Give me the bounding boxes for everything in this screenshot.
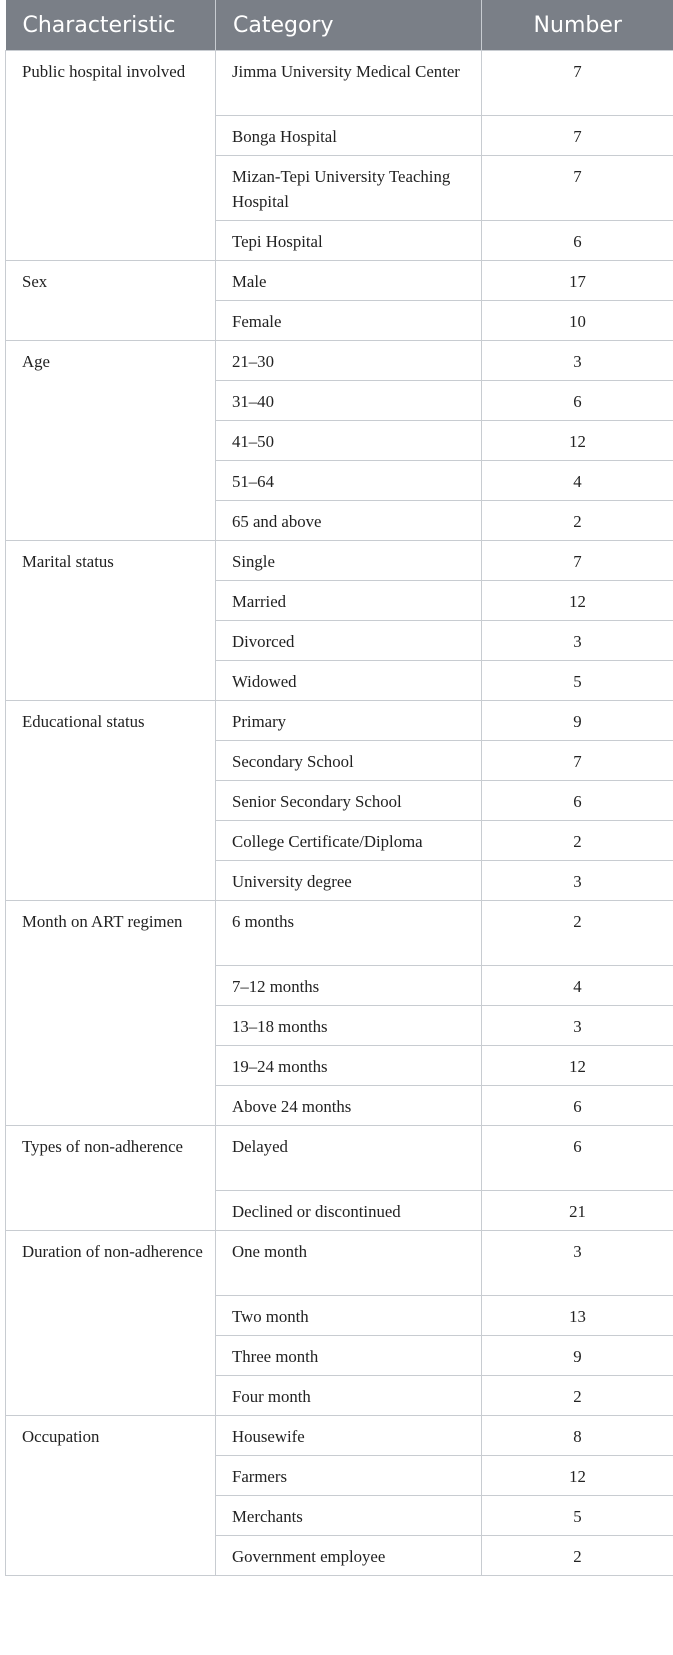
header-number: Number [482,0,673,51]
characteristic-cell: Occupation [6,1416,216,1576]
category-cell: Housewife [216,1416,482,1456]
category-cell: 19–24 months [216,1046,482,1086]
number-cell: 3 [482,621,673,661]
category-cell: Married [216,581,482,621]
number-cell: 6 [482,781,673,821]
number-cell: 2 [482,1536,673,1576]
number-cell: 17 [482,261,673,301]
category-cell: Delayed [216,1126,482,1191]
category-cell: Above 24 months [216,1086,482,1126]
category-cell: Female [216,301,482,341]
category-cell: Secondary School [216,741,482,781]
table-row [6,341,673,381]
category-cell: Bonga Hospital [216,116,482,156]
characteristic-cell: Month on ART regimen [6,901,216,1126]
category-cell: Four month [216,1376,482,1416]
number-cell: 5 [482,661,673,701]
number-cell: 2 [482,821,673,861]
table-row [6,901,673,966]
number-cell: 8 [482,1416,673,1456]
category-cell: 65 and above [216,501,482,541]
characteristic-cell: Public hospital involved [6,51,216,261]
category-cell: 41–50 [216,421,482,461]
category-cell: Divorced [216,621,482,661]
characteristic-cell: Marital status [6,541,216,701]
category-cell: Tepi Hospital [216,221,482,261]
category-cell: 31–40 [216,381,482,421]
characteristic-cell: Types of non-adherence [6,1126,216,1231]
category-cell: Jimma University Medical Center [216,51,482,116]
number-cell: 7 [482,156,673,221]
category-cell: Government employee [216,1536,482,1576]
number-cell: 7 [482,741,673,781]
number-cell: 3 [482,341,673,381]
category-cell: Merchants [216,1496,482,1536]
characteristics-table [5,0,673,1576]
category-cell: Farmers [216,1456,482,1496]
category-cell: 7–12 months [216,966,482,1006]
table-row [6,1126,673,1191]
number-cell: 10 [482,301,673,341]
category-cell: 21–30 [216,341,482,381]
table-body [6,51,673,1576]
category-cell: Senior Secondary School [216,781,482,821]
characteristic-cell: Sex [6,261,216,341]
category-cell: One month [216,1231,482,1296]
number-cell: 2 [482,1376,673,1416]
number-cell: 3 [482,1006,673,1046]
table-row [6,1231,673,1296]
characteristic-cell: Duration of non-adherence [6,1231,216,1416]
table-row [6,1416,673,1456]
number-cell: 7 [482,541,673,581]
category-cell: Widowed [216,661,482,701]
table-row [6,51,673,116]
category-cell: Primary [216,701,482,741]
number-cell: 12 [482,421,673,461]
number-cell: 5 [482,1496,673,1536]
header-characteristic: Characteristic [6,0,216,51]
number-cell: 4 [482,461,673,501]
number-cell: 3 [482,861,673,901]
number-cell: 13 [482,1296,673,1336]
category-cell: 51–64 [216,461,482,501]
number-cell: 4 [482,966,673,1006]
number-cell: 12 [482,1456,673,1496]
category-cell: 13–18 months [216,1006,482,1046]
table-row [6,541,673,581]
number-cell: 6 [482,221,673,261]
number-cell: 6 [482,1086,673,1126]
category-cell: Mizan-Tepi University Teaching Hospital [216,156,482,221]
category-cell: Single [216,541,482,581]
number-cell: 3 [482,1231,673,1296]
number-cell: 7 [482,116,673,156]
header-row [6,0,673,51]
category-cell: Declined or discontinued [216,1191,482,1231]
category-cell: 6 months [216,901,482,966]
number-cell: 2 [482,501,673,541]
number-cell: 21 [482,1191,673,1231]
number-cell: 9 [482,1336,673,1376]
number-cell: 12 [482,581,673,621]
category-cell: College Certificate/Diploma [216,821,482,861]
header-category: Category [216,0,482,51]
number-cell: 7 [482,51,673,116]
number-cell: 6 [482,381,673,421]
table-row [6,701,673,741]
category-cell: University degree [216,861,482,901]
category-cell: Three month [216,1336,482,1376]
characteristic-cell: Educational status [6,701,216,901]
category-cell: Two month [216,1296,482,1336]
characteristic-cell: Age [6,341,216,541]
table-row [6,261,673,301]
number-cell: 6 [482,1126,673,1191]
number-cell: 12 [482,1046,673,1086]
number-cell: 2 [482,901,673,966]
number-cell: 9 [482,701,673,741]
category-cell: Male [216,261,482,301]
